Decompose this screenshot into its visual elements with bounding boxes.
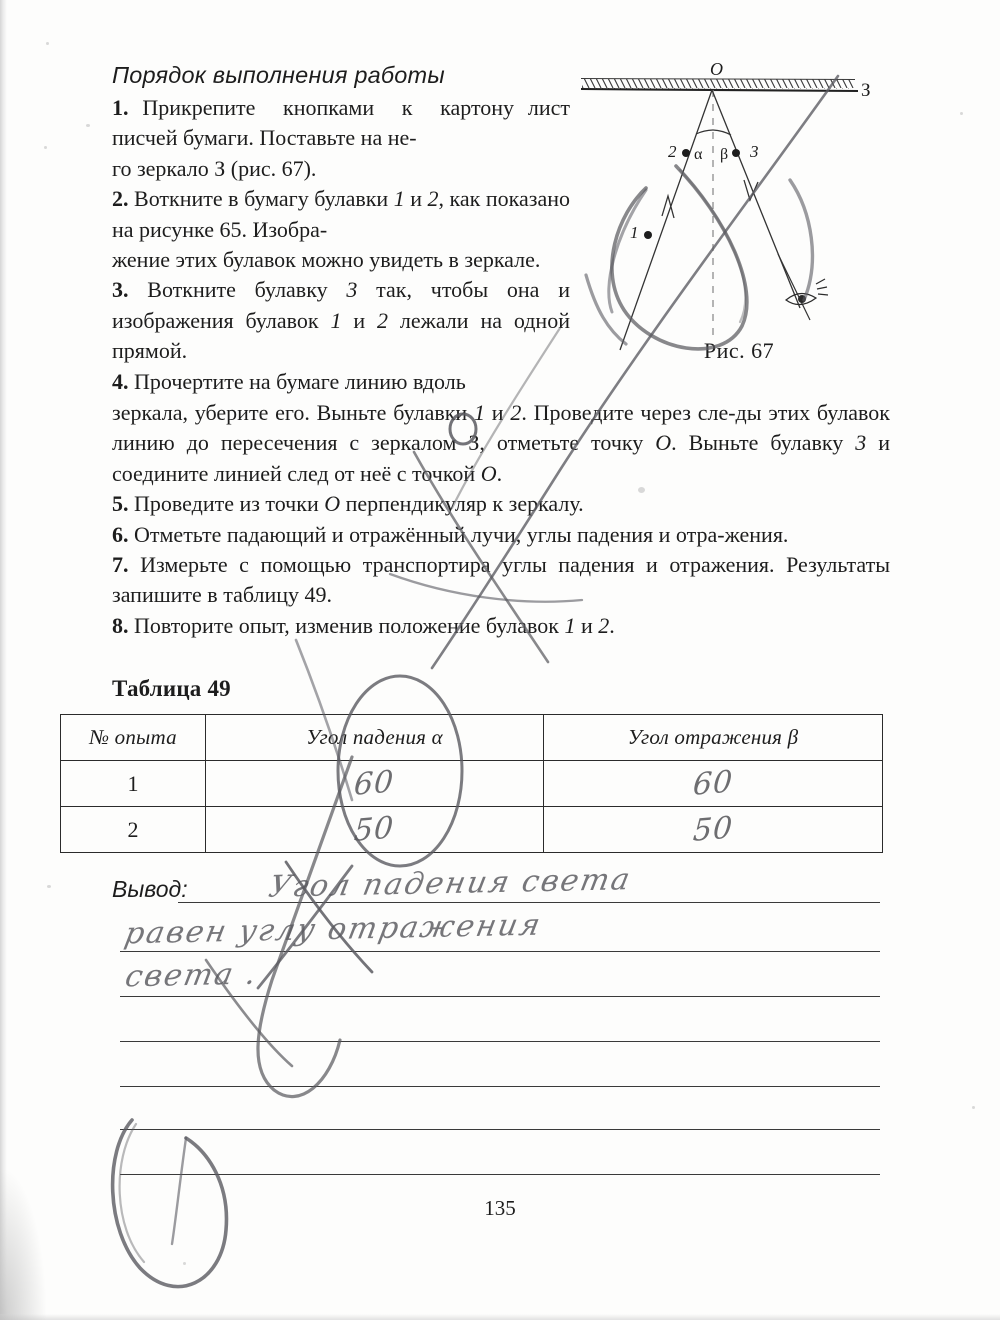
pencil-loop-bottom-inner xyxy=(172,1138,186,1244)
item-text: Повторите опыт, изменив положение булавок 1 и 2. xyxy=(134,612,615,638)
label-alpha: α xyxy=(694,146,703,163)
item-text: Прикрепите кнопками к картону лист писчей бумаги. Поставьте на не‑ го зеркало З (рис. 67). xyxy=(112,95,571,181)
procedure-item-4-start xyxy=(112,367,570,397)
label-beta: β xyxy=(720,146,729,163)
cell-angle-reflection xyxy=(544,807,883,853)
procedure-item-7 xyxy=(112,550,890,611)
table-header-experiment-no: № опыта xyxy=(61,715,206,761)
label-pin-2: 2 xyxy=(668,142,677,161)
scan-speck xyxy=(47,885,51,888)
handwritten-conclusion-line: света . xyxy=(122,956,262,995)
table-title: Таблица 49 xyxy=(112,676,231,701)
mirror-line xyxy=(581,89,858,91)
item-text: Воткните булавку 3 так, чтобы она и изображения булавок 1 и 2 лежали на одной прямой. xyxy=(112,277,570,364)
angle-arc-alpha xyxy=(696,130,713,134)
procedure-item-8 xyxy=(112,611,890,641)
label-mirror-Z: З xyxy=(861,80,871,101)
label-origin-O: O xyxy=(710,59,723,79)
item-number: 8. xyxy=(112,612,129,638)
pin-dot-1 xyxy=(644,231,652,239)
procedure-wide-column xyxy=(112,398,890,641)
item-number: 3. xyxy=(112,277,129,303)
pin-dot-2 xyxy=(682,149,690,157)
table-header-angle-reflection: Угол отражения β xyxy=(544,715,883,761)
figure-67-diagram xyxy=(578,58,900,378)
handwritten-conclusion-line: равен углу отражения xyxy=(121,907,545,952)
cell-angle-incidence xyxy=(206,761,544,807)
scan-edge-left xyxy=(0,0,7,1320)
incident-ray xyxy=(620,90,712,350)
measurements-table xyxy=(60,714,883,853)
item-text: Проведите из точки О перпендикуляр к зеркалу. xyxy=(134,491,584,517)
scan-speck xyxy=(183,1262,186,1265)
scan-corner-shadow xyxy=(0,1170,46,1320)
label-pin-3: 3 xyxy=(750,142,759,161)
answer-rule-line xyxy=(120,1041,880,1042)
item-number: 4. xyxy=(112,368,129,394)
scan-edge-bottom xyxy=(0,1314,1000,1320)
item-number: 6. xyxy=(112,521,129,547)
figure-caption: Рис. 67 xyxy=(703,338,775,363)
section-heading: Порядок выполнения работы xyxy=(112,62,445,88)
handwritten-value: 60 xyxy=(691,764,735,803)
mirror-hatching xyxy=(582,79,854,89)
ray-to-eye xyxy=(778,254,810,320)
answer-rule-line xyxy=(120,996,880,997)
item-text: Воткните в бумагу булавки 1 и 2, как показано на рисунке 65. Изобра‑ жение этих булавок можно увидеть в зеркале. xyxy=(112,186,571,273)
procedure-item-5 xyxy=(112,489,890,519)
reflected-arrowhead xyxy=(744,180,758,200)
procedure-item-6 xyxy=(112,520,890,550)
item-number: 2. xyxy=(112,186,129,212)
label-pin-1: 1 xyxy=(630,223,639,242)
item-number: 7. xyxy=(112,552,129,578)
procedure-narrow-column xyxy=(112,93,570,397)
scan-speck xyxy=(960,112,963,115)
cell-experiment-no: 1 xyxy=(61,761,206,807)
cell-experiment-no: 2 xyxy=(61,807,206,853)
table-row xyxy=(61,761,883,807)
item-number: 5. xyxy=(112,491,129,517)
procedure-item-4-cont xyxy=(112,398,890,489)
handwritten-value: 50 xyxy=(691,810,735,849)
reflected-ray xyxy=(712,90,800,308)
table-header-angle-incidence: Угол падения α xyxy=(206,715,544,761)
answer-rule-line xyxy=(120,1086,880,1087)
scan-speck xyxy=(44,146,47,149)
item-text: Прочертите на бумаге линию вдоль xyxy=(134,368,466,394)
procedure-item-1 xyxy=(112,93,570,184)
item-text: зеркала, уберите его. Выньте булавки 1 и 2. Проведите через сле‑ды этих булавок линию до пересечения с зеркалом З, отметьте точку О. Выньте булавку 3 и соедините линией след от неё с точкой О. xyxy=(112,400,890,486)
procedure-item-3 xyxy=(112,275,570,366)
table-row xyxy=(61,807,883,853)
handwritten-value: 60 xyxy=(353,764,396,803)
scan-speck xyxy=(46,42,49,45)
item-text: Отметьте падающий и отражённый лучи, углы падения и отра‑жения. xyxy=(134,521,789,547)
scan-speck xyxy=(972,1106,975,1109)
handwritten-conclusion-line: Угол падения света xyxy=(265,862,635,905)
answer-rule-line xyxy=(120,951,880,952)
pin-dot-3 xyxy=(732,149,740,157)
handwritten-value: 50 xyxy=(353,810,396,849)
table-header-row xyxy=(61,715,883,761)
item-number: 1. xyxy=(112,95,129,120)
procedure-item-2 xyxy=(112,184,570,275)
answer-rule-line xyxy=(120,1174,880,1175)
scan-speck xyxy=(86,124,90,127)
item-text: Измерьте с помощью транспортира углы падения и отражения. Результаты запишите в таблицу 49. xyxy=(112,552,890,608)
pencil-loop-bottom-ghost xyxy=(120,1124,144,1262)
answer-rule-line xyxy=(120,1129,880,1130)
conclusion-label: Вывод: xyxy=(112,876,188,902)
cell-angle-incidence xyxy=(206,807,544,853)
page-number: 135 xyxy=(484,1196,516,1220)
cell-angle-reflection xyxy=(544,761,883,807)
